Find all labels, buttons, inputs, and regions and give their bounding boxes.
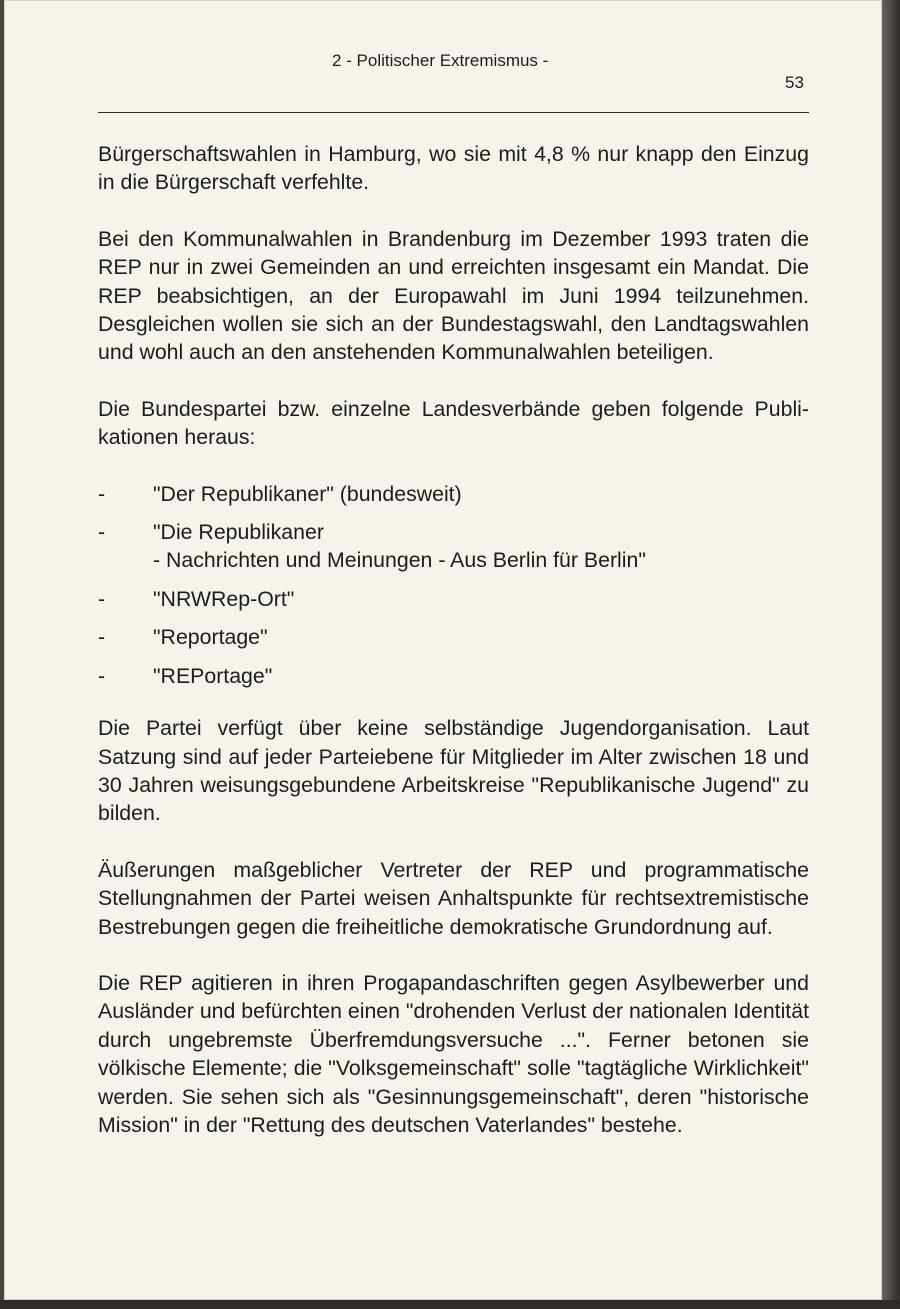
paragraph-agitation: Die REP agitieren in ihren Progapandaschriften gegen Asylbewerber und Ausländer und befürchten einen "drohenden Verlust der nationalen Identität durch ungebremste Überfremdungsversuche ...". Ferner betonen sie völkische Elemente; die "Volksgemeinschaft" solle "tagtägliche Wirklichkeit" werden. Sie sehen sich als "Gesinnungsgemeinschaft", deren "historische Mission" in der "Rettung des deutschen Vaterlandes" bestehe. xyxy=(98,970,809,1137)
paragraph-hamburg: Bürgerschaftswahlen in Hamburg, wo sie mit 4,8 % nur knapp den Einzug in die Bürgerschaft verfehlte. xyxy=(98,142,809,195)
list-item xyxy=(98,518,809,575)
book-edge-bottom xyxy=(0,1300,900,1309)
book-edge-right xyxy=(882,0,900,1309)
page-number: 53 xyxy=(785,73,804,92)
publication-subtitle: - Nachrichten und Meinungen - Aus Berlin für Berlin" xyxy=(153,548,646,573)
list-dash: - xyxy=(98,481,106,506)
list-dash: - xyxy=(98,520,106,545)
body-text xyxy=(98,140,809,1139)
header-rule xyxy=(98,112,809,113)
publication-title: "NRWRep-Ort" xyxy=(153,586,295,611)
list-item xyxy=(98,662,809,690)
publication-list xyxy=(98,480,809,690)
list-dash: - xyxy=(98,625,106,650)
publication-title: "REPortage" xyxy=(153,663,273,688)
publication-title: "Reportage" xyxy=(153,625,268,650)
list-item xyxy=(98,585,809,613)
paragraph-statements: Äußerungen maßgeblicher Vertreter der REP und programmatische Stellungnahmen der Partei weisen Anhaltspunkte für rechtsextremistische Bestrebungen gegen die freiheitliche demokratische Grundordnung auf. xyxy=(98,857,809,939)
paragraph-publications-intro: Die Bundespartei bzw. einzelne Landesverbände geben folgende Publikationen heraus: xyxy=(98,396,809,450)
list-item xyxy=(98,623,809,651)
publication-title: "Der Republikaner" (bundesweit) xyxy=(153,481,462,506)
list-dash: - xyxy=(98,663,106,688)
document-page xyxy=(4,0,882,1300)
running-title: 2 - Politischer Extremismus - xyxy=(332,51,549,70)
paragraph-brandenburg: Bei den Kommunalwahlen in Brandenburg im Dezember 1993 traten die REP nur in zwei Gemeinden an und erreichten insgesamt ein Mandat. Die REP beabsichtigen, an der Europawahl im Juni 1994 teilzunehmen. Desgleichen wollen sie sich an der Bundestagswahl, den Landtagswahlen und wohl auch an den anstehenden Kommunalwahlen beteiligen. xyxy=(98,226,809,365)
paragraph-youth-organisation: Die Partei verfügt über keine selbständige Jugendorganisation. Laut Satzung sind auf jeder Parteiebene für Mitglieder im Alter zwischen 18 und 30 Jahren weisungsgebundene Arbeitskreise "Republikanische Jugend" zu bilden. xyxy=(98,716,809,826)
list-dash: - xyxy=(98,586,106,611)
publication-title: "Die Republikaner xyxy=(153,520,324,545)
list-item xyxy=(98,480,809,508)
